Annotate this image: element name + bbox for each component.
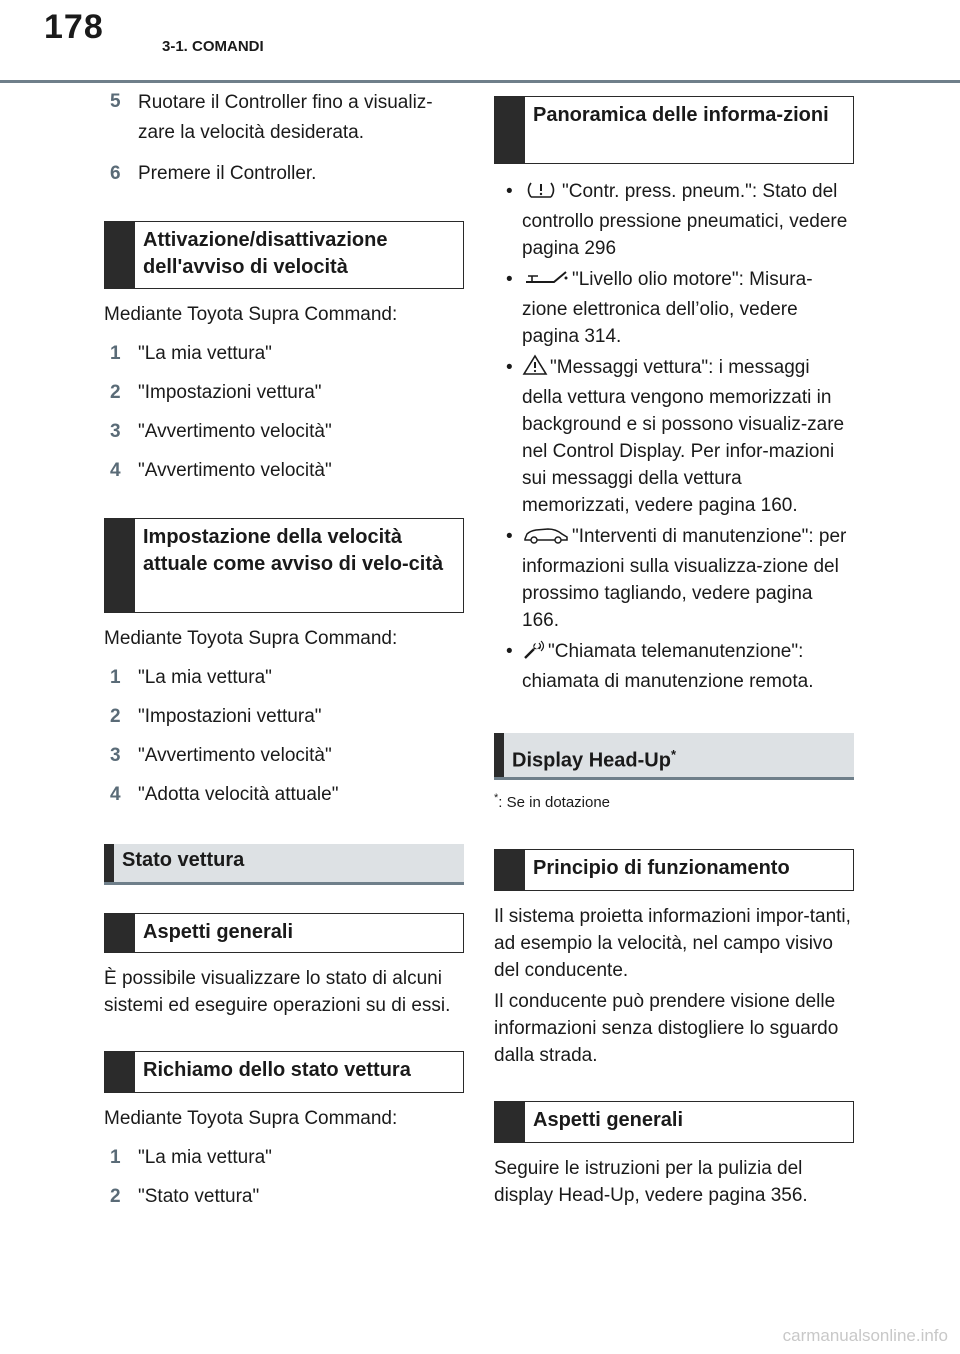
subsection-title: Richiamo dello stato vettura — [143, 1059, 411, 1081]
step-number: 4 — [110, 784, 121, 805]
step-number: 5 — [110, 91, 121, 112]
chapter-title: 3-1. COMANDI — [162, 38, 264, 55]
list-item: • "Chiamata telemanutenzione": chiamata di manutenzione remota. — [506, 641, 814, 692]
step-text: "La mia vettura" — [138, 343, 272, 364]
left-column — [104, 88, 464, 1210]
section-title: Display Head-Up* — [512, 747, 676, 772]
list-item: • "Livello olio motore": Misura-zione elettronica dell’olio, vedere pagina 314. — [506, 269, 813, 347]
step-text: "La mia vettura" — [138, 1147, 272, 1168]
step-number: 6 — [110, 163, 121, 184]
subsection-title: Aspetti generali — [533, 1109, 684, 1131]
step-text: "Avvertimento velocità" — [138, 460, 332, 481]
step-text: "Avvertimento velocità" — [138, 745, 332, 766]
step-number: 2 — [110, 1186, 121, 1207]
step-item — [104, 1183, 464, 1210]
step-text: "Impostazioni vettura" — [138, 706, 322, 727]
intro-text: Mediante Toyota Supra Command: — [104, 628, 398, 649]
paragraph: Seguire le istruzioni per la pulizia del display Head-Up, vedere pagina 356. — [494, 1158, 808, 1206]
tire-pressure-icon — [522, 180, 560, 208]
list-item: • "Messaggi vettura": i messaggi della vettura vengono memorizzati in background e si possono visualiz-zare nel Control Display. Per infor-mazioni sui messaggi della vettura memorizzati, vedere pagina 160. — [494, 354, 854, 519]
step-text: "La mia vettura" — [138, 667, 272, 688]
step-number: 4 — [110, 460, 121, 481]
watermark: carmanualsonline.info — [782, 1326, 948, 1345]
step-text: "Avvertimento velocità" — [138, 421, 332, 442]
step-item — [104, 781, 464, 808]
bullet-text: "Chiamata telemanutenzione": chiamata di manutenzione remota. — [522, 641, 814, 692]
subsection-title: Aspetti generali — [143, 921, 294, 943]
step-number: 3 — [110, 745, 121, 766]
step-text: "Impostazioni vettura" — [138, 382, 322, 403]
subsection-title: Panoramica delle informa-zioni — [533, 104, 829, 126]
subsection-box-overview — [494, 96, 854, 164]
step-number: 1 — [110, 343, 121, 364]
section-title: Stato vettura — [122, 849, 245, 871]
step-text: "Stato vettura" — [138, 1186, 260, 1207]
step-number: 2 — [110, 706, 121, 727]
step-item — [104, 379, 464, 406]
step-number: 1 — [110, 1147, 121, 1168]
warning-triangle-icon — [522, 354, 548, 384]
bullet-text: "Interventi di manutenzione": per informazioni sulla visualizza-zione del prossimo tagliando, vedere pagina 166. — [522, 526, 847, 631]
step-item — [104, 457, 464, 484]
section-header-hud — [494, 733, 854, 780]
car-service-icon — [522, 525, 570, 553]
intro-text: Mediante Toyota Supra Command: — [104, 304, 398, 325]
step-item — [104, 160, 464, 187]
subsection-title: Principio di funzionamento — [533, 857, 790, 879]
step-item — [104, 1144, 464, 1171]
subsection-box-speed-warning — [104, 221, 464, 289]
step-text: Ruotare il Controller fino a visualiz-zare la velocità desiderata. — [138, 92, 433, 143]
oil-level-icon — [522, 268, 570, 296]
subsection-box-general — [104, 913, 464, 953]
step-number: 2 — [110, 382, 121, 403]
wrench-call-icon — [522, 640, 546, 668]
step-item — [104, 88, 454, 148]
step-text: "Adotta velocità attuale" — [138, 784, 339, 805]
subsection-box-general — [494, 1101, 854, 1143]
bullet-text: "Messaggi vettura": i messaggi della vettura vengono memorizzati in background e si possono visualiz-zare nel Control Display. Per infor-mazioni sui messaggi della vettura memorizzati, vedere pagina 160. — [522, 357, 845, 516]
list-item: • "Interventi di manutenzione": per informazioni sulla visualizza-zione del prossimo tagliando, vedere pagina 166. — [506, 526, 847, 631]
list-item: • "Contr. press. pneum.": Stato del controllo pressione pneumatici, vedere pagina 296 — [506, 181, 848, 259]
footnote: *: Se in dotazione — [494, 792, 611, 811]
optional-mark: * — [670, 747, 676, 762]
subsection-title: Attivazione/disattivazione dell'avviso di velocità — [143, 229, 388, 278]
paragraph: Il conducente può prendere visione delle informazioni senza distogliere lo sguardo dalla strada. — [494, 991, 839, 1066]
bullet-text: "Livello olio motore": Misura-zione elettronica dell’olio, vedere pagina 314. — [522, 269, 813, 347]
subsection-box-current-speed — [104, 518, 464, 613]
step-number: 3 — [110, 421, 121, 442]
step-text: Premere il Controller. — [138, 163, 317, 184]
step-item — [104, 340, 464, 367]
subsection-title: Impostazione della velocità attuale come avviso di velo-cità — [143, 526, 444, 575]
page-header — [0, 0, 960, 83]
paragraph: Il sistema proietta informazioni impor-tanti, ad esempio la velocità, nel campo visivo del conducente. — [494, 906, 851, 981]
step-item — [104, 418, 464, 445]
right-column — [494, 88, 854, 1209]
paragraph: È possibile visualizzare lo stato di alcuni sistemi ed eseguire operazioni su di essi. — [104, 968, 451, 1016]
page-number: 178 — [44, 8, 104, 46]
step-number: 1 — [110, 667, 121, 688]
subsection-box-principle — [494, 849, 854, 891]
section-header-vehicle-status — [104, 844, 464, 885]
step-item — [104, 664, 464, 691]
intro-text: Mediante Toyota Supra Command: — [104, 1108, 398, 1129]
bullet-text: "Contr. press. pneum.": Stato del controllo pressione pneumatici, vedere pagina 296 — [522, 181, 848, 259]
step-item — [104, 742, 464, 769]
subsection-box-recall — [104, 1051, 464, 1093]
step-item — [104, 703, 464, 730]
